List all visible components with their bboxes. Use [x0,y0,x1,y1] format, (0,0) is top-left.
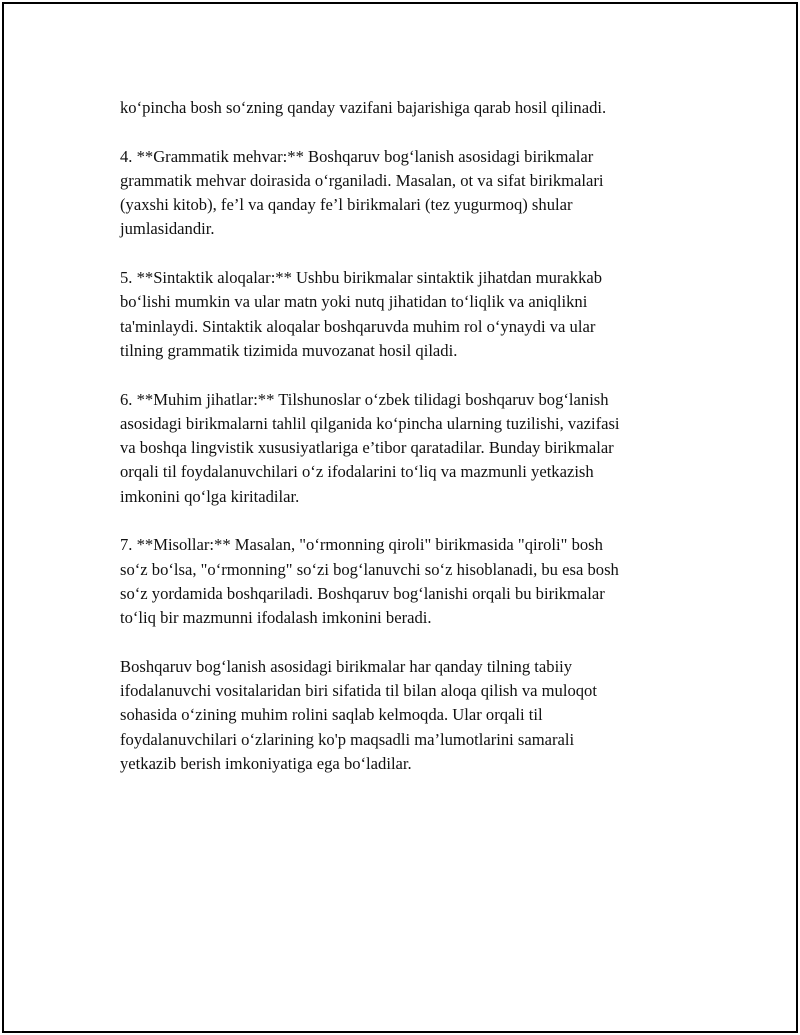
text-line: orqali til foydalanuvchilari o‘z ifodalarini to‘liq va mazmunli yetkazish [120,462,594,482]
text-line: 7. **Misollar:** Masalan, "o‘rmonning qiroli" birikmasida "qiroli" bosh [120,535,603,555]
text-line: Boshqaruv bog‘lanish asosidagi birikmalar har qanday tilning tabiiy [120,656,573,676]
text-line: to‘liq bir mazmunni ifodalash imkonini beradi. [120,608,432,628]
text-line: bo‘lishi mumkin va ular matn yoki nutq jihatidan to‘liqlik va aniqlikni [120,292,588,312]
paragraph-muhim-jihatlar [120,388,680,509]
text-line: so‘z bo‘lsa, "o‘rmonning" so‘zi bog‘lanuvchi so‘z hisoblanadi, bu esa bosh [120,559,619,579]
text-line: va boshqa lingvistik xususiyatlariga e’tibor qaratadilar. Bunday birikmalar [120,438,614,458]
text-line: asosidagi birikmalarni tahlil qilganida ko‘pincha ularning tuzilishi, vazifasi [120,413,620,433]
document-page [2,2,798,1033]
text-line: ko‘pincha bosh so‘zning qanday vazifani bajarishiga qarab hosil qilinadi. [120,98,607,117]
text-line: ifodalanuvchi vositalaridan biri sifatida til bilan aloqa qilish va muloqot [120,681,597,701]
document-body [120,96,680,801]
paragraph-grammatik-mehvar [120,145,680,242]
text-line: imkonini qo‘lga kiritadilar. [120,486,300,506]
paragraph-continuation [120,96,680,120]
text-line: tilning grammatik tizimida muvozanat hosil qiladi. [120,340,458,360]
paragraph-misollar [120,533,680,630]
text-line: jumlasidandir. [120,219,215,239]
text-line: grammatik mehvar doirasida o‘rganiladi. Masalan, ot va sifat birikmalari [120,170,604,190]
text-line: foydalanuvchilari o‘zlarining ko'p maqsadli ma’lumotlarini samarali [120,729,575,749]
text-line: 4. **Grammatik mehvar:** Boshqaruv bog‘lanish asosidagi birikmalar [120,146,594,166]
text-line: 6. **Muhim jihatlar:** Tilshunoslar o‘zbek tilidagi boshqaruv bog‘lanish [120,389,609,409]
text-line: 5. **Sintaktik aloqalar:** Ushbu birikmalar sintaktik jihatdan murakkab [120,268,603,288]
text-line: yetkazib berish imkoniyatiga ega bo‘ladilar. [120,754,412,774]
text-line: (yaxshi kitob), fe’l va qanday fe’l birikmalari (tez yugurmoq) shular [120,195,573,215]
paragraph-conclusion [120,655,680,776]
text-line: sohasida o‘zining muhim rolini saqlab kelmoqda. Ular orqali til [120,705,543,725]
text-line: so‘z yordamida boshqariladi. Boshqaruv bog‘lanishi orqali bu birikmalar [120,583,605,603]
text-line: ta'minlaydi. Sintaktik aloqalar boshqaruvda muhim rol o‘ynaydi va ular [120,316,596,336]
paragraph-sintaktik-aloqalar [120,266,680,363]
